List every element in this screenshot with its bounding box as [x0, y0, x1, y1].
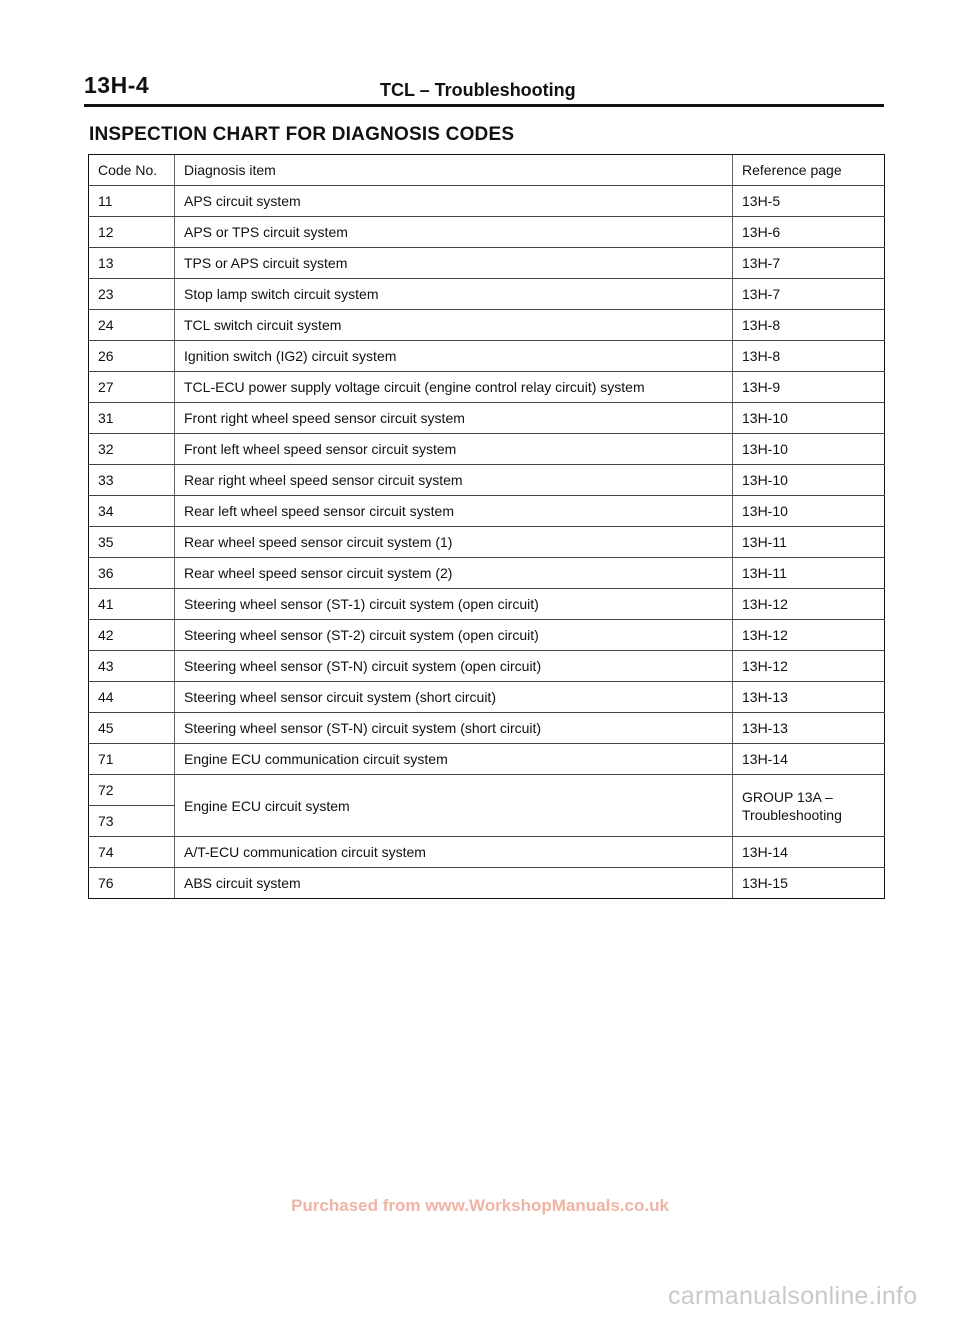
reference-page-cell: 13H-12 [733, 620, 885, 651]
table-row [89, 775, 885, 806]
reference-page-cell: 13H-14 [733, 744, 885, 775]
diagnosis-item-cell: ABS circuit system [175, 868, 733, 899]
code-cell: 43 [89, 651, 175, 682]
code-cell: 31 [89, 403, 175, 434]
table-header-row [89, 155, 885, 186]
diagnosis-item-cell: Steering wheel sensor (ST-2) circuit system (open circuit) [175, 620, 733, 651]
page-number: 13H-4 [84, 72, 150, 98]
table-row [89, 434, 885, 465]
diagnosis-item-cell: Front left wheel speed sensor circuit system [175, 434, 733, 465]
table-row [89, 837, 885, 868]
table-row [89, 217, 885, 248]
reference-page-cell: 13H-6 [733, 217, 885, 248]
reference-page-cell: 13H-13 [733, 713, 885, 744]
code-cell: 44 [89, 682, 175, 713]
table-row [89, 589, 885, 620]
diagnosis-item-cell: Rear wheel speed sensor circuit system (1) [175, 527, 733, 558]
diagnosis-item-cell: APS circuit system [175, 186, 733, 217]
table-row [89, 713, 885, 744]
diagnosis-item-cell: TCL switch circuit system [175, 310, 733, 341]
diagnosis-item-cell: Engine ECU communication circuit system [175, 744, 733, 775]
code-cell: 23 [89, 279, 175, 310]
reference-line-2: Troubleshooting [742, 806, 842, 823]
diagnosis-item-cell: TCL-ECU power supply voltage circuit (engine control relay circuit) system [175, 372, 733, 403]
reference-page-cell: 13H-14 [733, 837, 885, 868]
code-cell: 73 [89, 806, 175, 837]
reference-page-cell: 13H-8 [733, 341, 885, 372]
reference-page-cell: 13H-13 [733, 682, 885, 713]
code-cell: 12 [89, 217, 175, 248]
reference-page-cell: 13H-12 [733, 651, 885, 682]
reference-page-cell: 13H-10 [733, 496, 885, 527]
code-cell: 71 [89, 744, 175, 775]
reference-page-cell: 13H-11 [733, 527, 885, 558]
diagnosis-item-cell: Steering wheel sensor (ST-1) circuit system (open circuit) [175, 589, 733, 620]
code-cell: 45 [89, 713, 175, 744]
diagnosis-item-cell: Front right wheel speed sensor circuit system [175, 403, 733, 434]
diagnosis-item-cell: Stop lamp switch circuit system [175, 279, 733, 310]
table-row [89, 341, 885, 372]
reference-page-cell: 13H-5 [733, 186, 885, 217]
column-header-item: Diagnosis item [175, 155, 733, 186]
table-row [89, 620, 885, 651]
reference-page-cell: 13H-10 [733, 403, 885, 434]
section-title: TCL – Troubleshooting [380, 80, 576, 100]
table-row [89, 496, 885, 527]
diagnosis-item-cell: Rear right wheel speed sensor circuit system [175, 465, 733, 496]
code-cell: 42 [89, 620, 175, 651]
diagnosis-item-cell: Ignition switch (IG2) circuit system [175, 341, 733, 372]
diagnosis-item-cell: Rear left wheel speed sensor circuit system [175, 496, 733, 527]
table-row [89, 682, 885, 713]
table-row [89, 372, 885, 403]
reference-page-cell: 13H-9 [733, 372, 885, 403]
reference-page-cell: 13H-7 [733, 248, 885, 279]
reference-page-cell: 13H-10 [733, 434, 885, 465]
diagnosis-item-cell: Engine ECU circuit system [175, 775, 733, 837]
table-row [89, 744, 885, 775]
code-cell: 34 [89, 496, 175, 527]
table-row [89, 868, 885, 899]
diagnosis-item-cell: Steering wheel sensor (ST-N) circuit system (short circuit) [175, 713, 733, 744]
diagnosis-item-cell: Steering wheel sensor circuit system (short circuit) [175, 682, 733, 713]
diagnosis-item-cell: TPS or APS circuit system [175, 248, 733, 279]
code-cell: 41 [89, 589, 175, 620]
column-header-reference: Reference page [733, 155, 885, 186]
column-header-code: Code No. [89, 155, 175, 186]
table-row [89, 248, 885, 279]
reference-page-cell: 13H-12 [733, 589, 885, 620]
table-row [89, 527, 885, 558]
reference-page-cell: 13H-15 [733, 868, 885, 899]
chart-title: INSPECTION CHART FOR DIAGNOSIS CODES [89, 124, 515, 145]
code-cell: 26 [89, 341, 175, 372]
table-row [89, 558, 885, 589]
diagnosis-item-cell: Steering wheel sensor (ST-N) circuit system (open circuit) [175, 651, 733, 682]
diagnosis-item-cell: Rear wheel speed sensor circuit system (2) [175, 558, 733, 589]
reference-page-cell [733, 775, 885, 837]
table-row [89, 186, 885, 217]
table-row [89, 310, 885, 341]
header-rule [84, 104, 884, 107]
code-cell: 24 [89, 310, 175, 341]
code-cell: 36 [89, 558, 175, 589]
code-cell: 27 [89, 372, 175, 403]
code-cell: 13 [89, 248, 175, 279]
table-row [89, 465, 885, 496]
reference-line-1: GROUP 13A – [742, 788, 833, 805]
code-cell: 11 [89, 186, 175, 217]
table-row [89, 279, 885, 310]
table-row [89, 403, 885, 434]
code-cell: 33 [89, 465, 175, 496]
code-cell: 76 [89, 868, 175, 899]
code-cell: 32 [89, 434, 175, 465]
code-cell: 72 [89, 775, 175, 806]
diagnosis-item-cell: A/T-ECU communication circuit system [175, 837, 733, 868]
diagnosis-code-table [88, 154, 885, 899]
code-cell: 35 [89, 527, 175, 558]
watermark-text: Purchased from www.WorkshopManuals.co.uk [291, 1196, 669, 1215]
reference-page-cell: 13H-11 [733, 558, 885, 589]
reference-page-cell: 13H-10 [733, 465, 885, 496]
reference-page-cell: 13H-7 [733, 279, 885, 310]
diagnosis-item-cell: APS or TPS circuit system [175, 217, 733, 248]
code-cell: 74 [89, 837, 175, 868]
footer-site-label: carmanualsonline.info [668, 1282, 918, 1310]
reference-page-cell: 13H-8 [733, 310, 885, 341]
table-row [89, 651, 885, 682]
